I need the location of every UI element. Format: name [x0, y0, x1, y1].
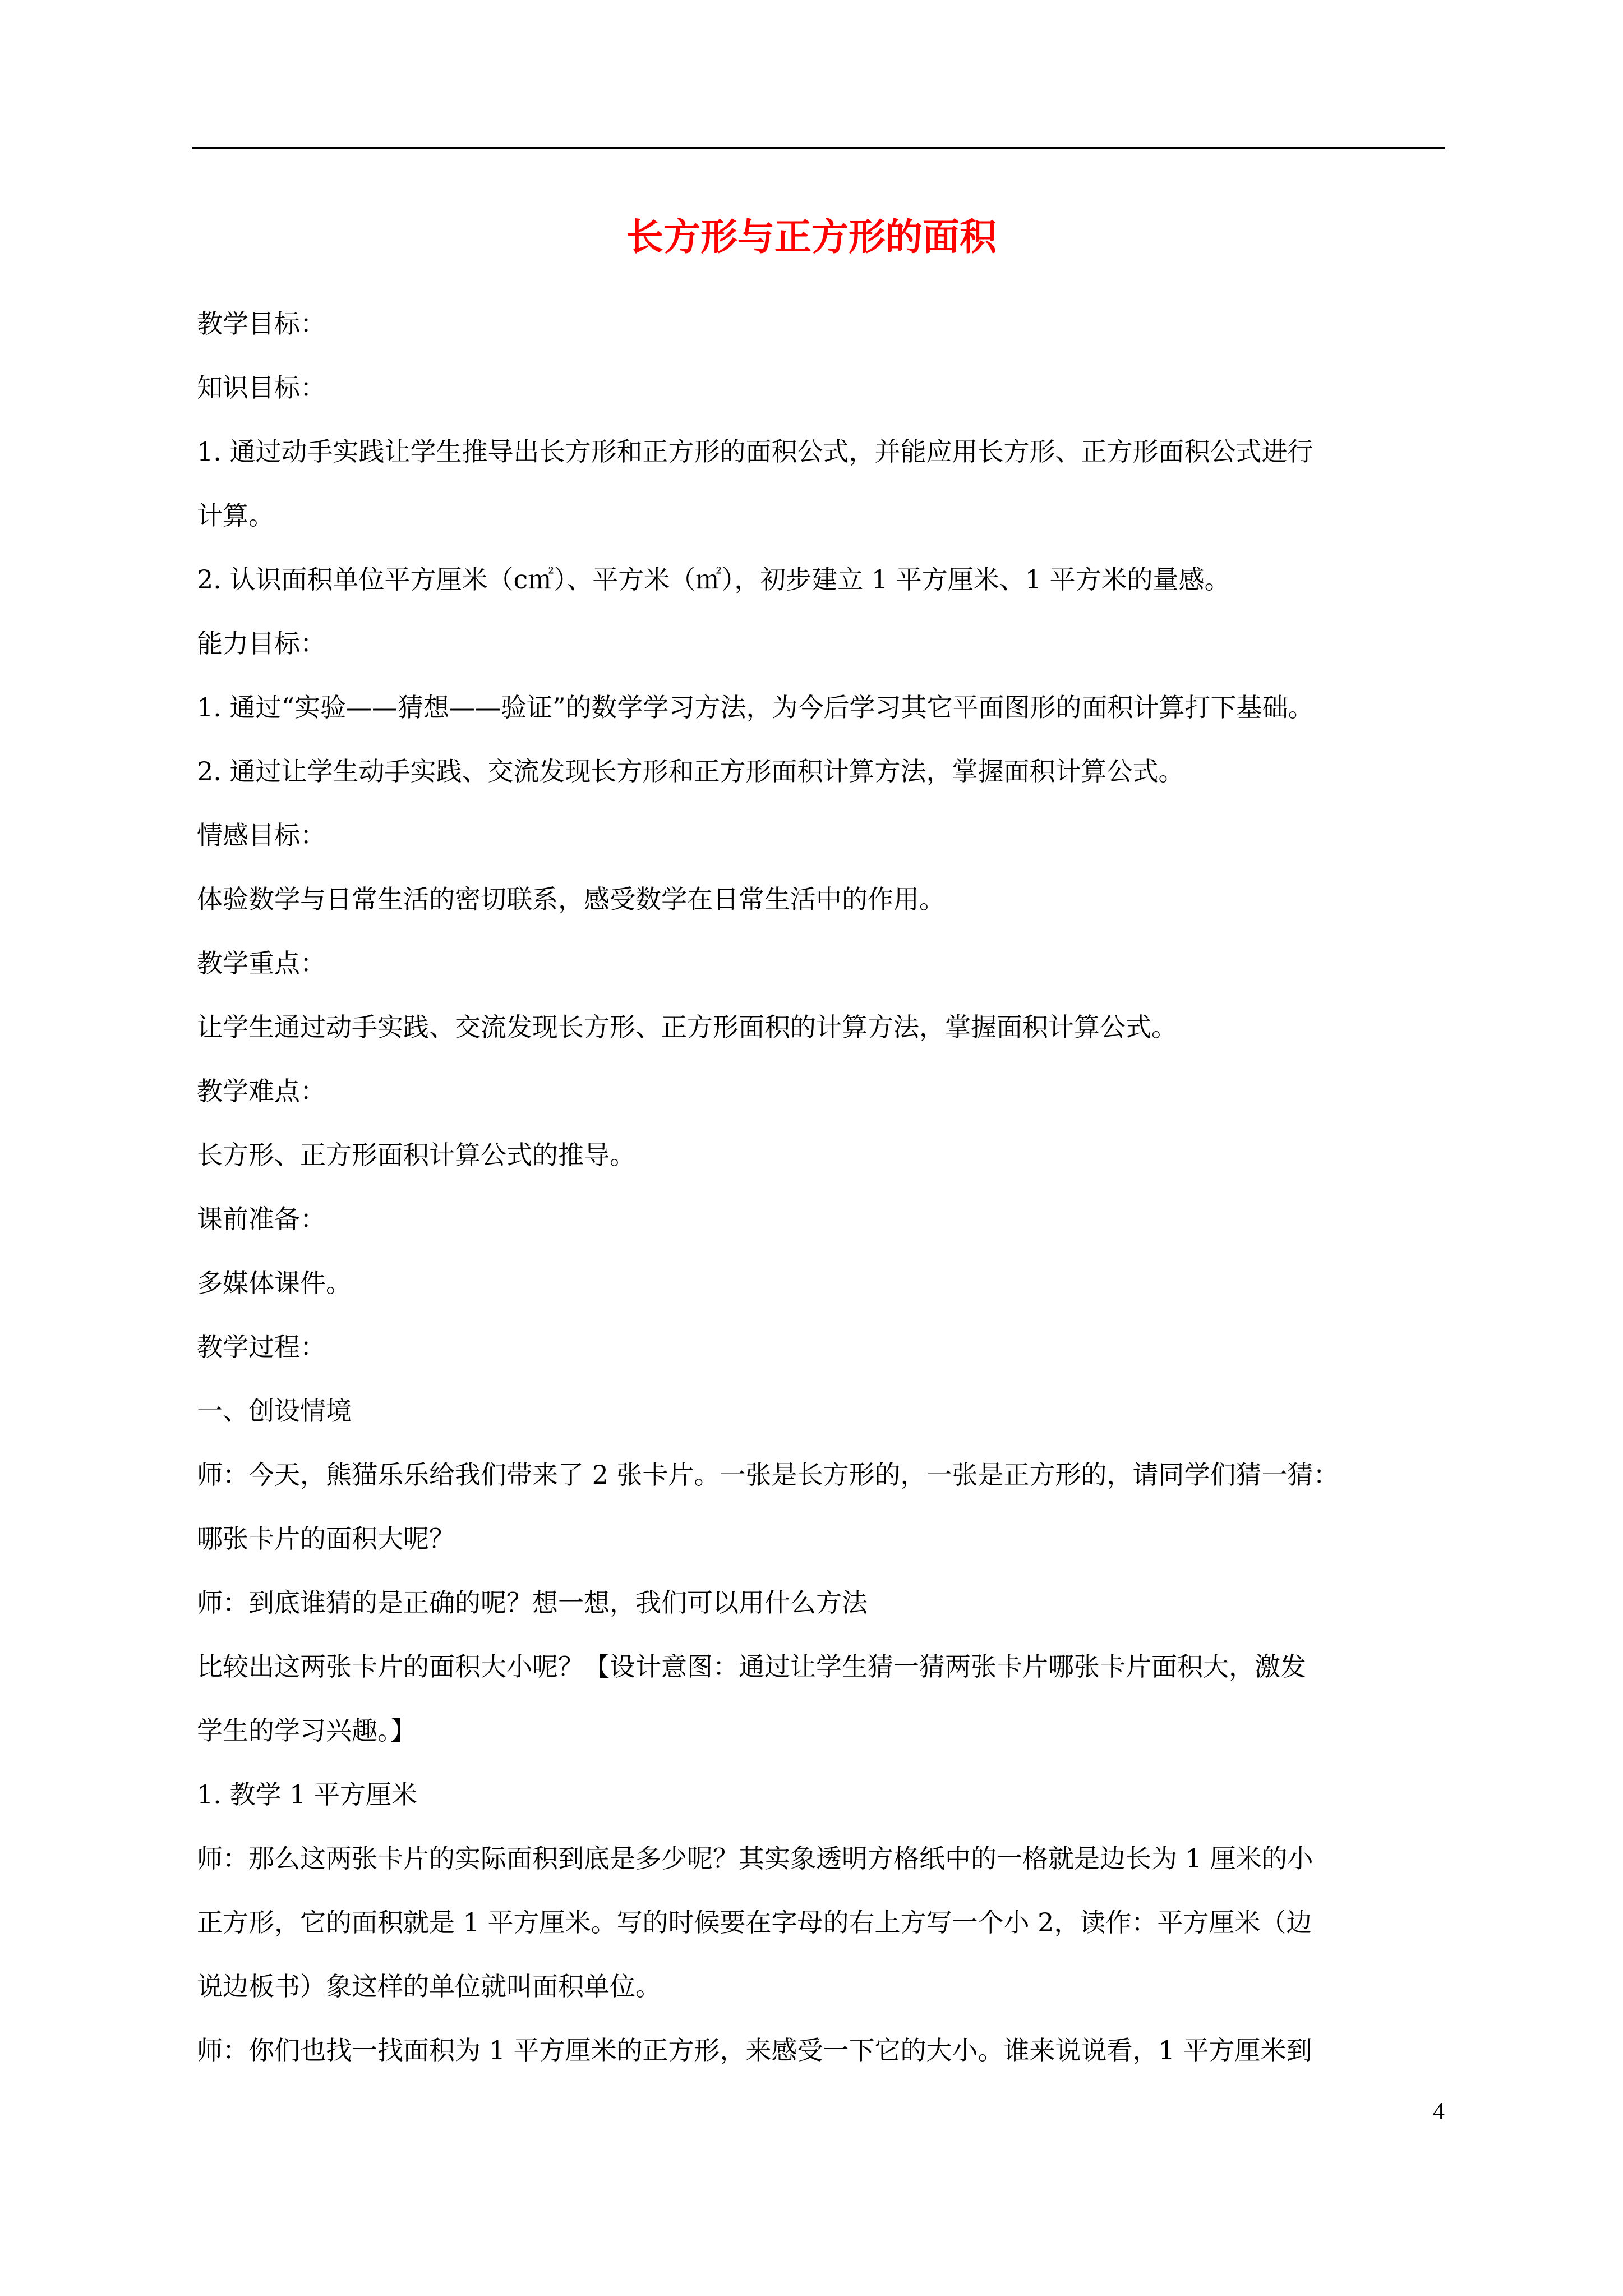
body-line: 正方形，它的面积就是 1 平方厘米。写的时候要在字母的右上方写一个小 2，读作：平方厘米（边 [197, 1907, 1312, 1938]
body-line: 1. 教学 1 平方厘米 [197, 1779, 418, 1810]
body-line: 说边板书）象这样的单位就叫面积单位。 [197, 1971, 661, 2001]
body-line: 1. 通过动手实践让学生推导出长方形和正方形的面积公式，并能应用长方形、正方形面积公式进行 [197, 436, 1313, 467]
body-line: 师：到底谁猜的是正确的呢？想一想，我们可以用什么方法 [197, 1588, 868, 1618]
body-line: 2. 通过让学生动手实践、交流发现长方形和正方形面积计算方法，掌握面积计算公式。 [197, 756, 1184, 786]
body-line: 多媒体课件。 [197, 1268, 352, 1298]
body-line: 课前准备： [197, 1204, 326, 1234]
body-line: 2. 认识面积单位平方厘米（c㎡）、平方米（㎡），初步建立 1 平方厘米、1 平方米的量感。 [197, 564, 1230, 595]
page-number: 4 [1433, 2099, 1445, 2124]
body-line: 师：那么这两张卡片的实际面积到底是多少呢？其实象透明方格纸中的一格就是边长为 1 厘米的小 [197, 1843, 1313, 1874]
body-line: 比较出这两张卡片的面积大小呢？【设计意图：通过让学生猜一猜两张卡片哪张卡片面积大，激发 [197, 1651, 1306, 1682]
body-line: 计算。 [197, 500, 274, 531]
body-line: 让学生通过动手实践、交流发现长方形、正方形面积的计算方法，掌握面积计算公式。 [197, 1012, 1177, 1042]
body-line: 长方形、正方形面积计算公式的推导。 [197, 1140, 635, 1170]
body-line: 一、创设情境 [197, 1396, 352, 1426]
body-line: 体验数学与日常生活的密切联系，感受数学在日常生活中的作用。 [197, 884, 945, 914]
body-line: 哪张卡片的面积大呢？ [197, 1524, 455, 1554]
document-body [197, 292, 1447, 2082]
body-line: 能力目标： [197, 628, 326, 659]
body-line: 师：你们也找一找面积为 1 平方厘米的正方形，来感受一下它的大小。谁来说说看，1 平方厘米到 [197, 2035, 1312, 2065]
document-title: 长方形与正方形的面积 [626, 215, 997, 259]
body-line: 教学过程： [197, 1332, 326, 1362]
body-line: 教学目标： [197, 309, 326, 339]
body-line: 师：今天，熊猫乐乐给我们带来了 2 张卡片。一张是长方形的，一张是正方形的，请同学们猜一猜： [197, 1460, 1339, 1490]
body-line: 教学难点： [197, 1076, 326, 1106]
body-line: 情感目标： [197, 820, 326, 850]
body-line: 1. 通过“实验——猜想——验证”的数学学习方法，为今后学习其它平面图形的面积计算打下基础。 [197, 692, 1314, 723]
body-line: 知识目标： [197, 372, 326, 403]
body-line: 教学重点： [197, 948, 326, 978]
body-line: 学生的学习兴趣。】 [197, 1715, 416, 1746]
header-rule [192, 147, 1445, 149]
